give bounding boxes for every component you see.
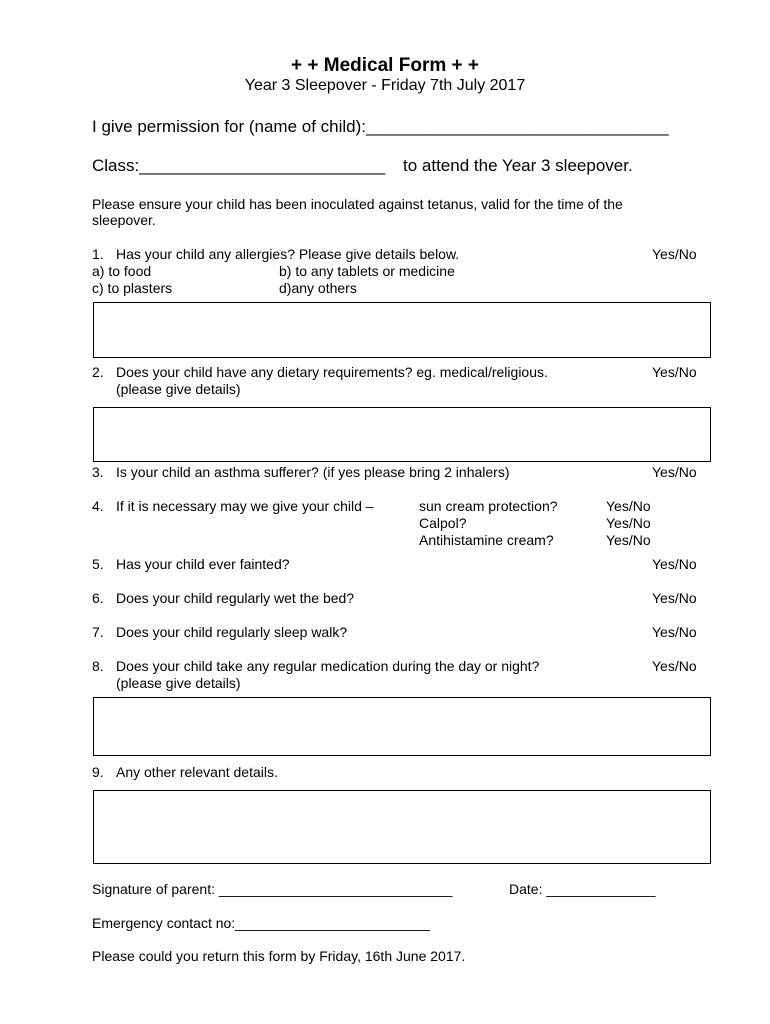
q2-details-box[interactable]	[93, 407, 711, 462]
tetanus-note-line1: Please ensure your child has been inoculated against tetanus, valid for the time of the	[92, 196, 623, 212]
q5-yes-no[interactable]: Yes/No	[652, 556, 697, 572]
q5-text: Has your child ever fainted?	[116, 556, 290, 572]
q1-option-b: b) to any tablets or medicine	[279, 263, 455, 279]
q8-number: 8.	[92, 658, 104, 674]
q1-option-a: a) to food	[92, 263, 152, 279]
q9-number: 9.	[92, 764, 104, 780]
emergency-contact-field[interactable]: Emergency contact no:_________________________	[92, 915, 430, 931]
q4-option-antihistamine: Antihistamine cream?	[419, 532, 554, 548]
q1-option-c: c) to plasters	[92, 280, 173, 296]
q9-details-box[interactable]	[93, 790, 711, 864]
q4-calpol-yes-no[interactable]: Yes/No	[606, 515, 651, 531]
q1-option-d: d)any others	[279, 280, 357, 296]
q9-text: Any other relevant details.	[116, 764, 278, 780]
q4-sun-cream-yes-no[interactable]: Yes/No	[606, 498, 651, 514]
q8-text: Does your child take any regular medication during the day or night?	[116, 658, 540, 674]
q8-details-box[interactable]	[93, 697, 711, 756]
q3-yes-no[interactable]: Yes/No	[652, 464, 697, 480]
q7-number: 7.	[92, 624, 104, 640]
q8-yes-no[interactable]: Yes/No	[652, 658, 697, 674]
q8-note: (please give details)	[116, 675, 241, 691]
q4-antihistamine-yes-no[interactable]: Yes/No	[606, 532, 651, 548]
form-title: + + Medical Form + +	[291, 55, 479, 76]
q7-text: Does your child regularly sleep walk?	[116, 624, 348, 640]
q1-yes-no[interactable]: Yes/No	[652, 246, 697, 262]
q3-text: Is your child an asthma sufferer? (if yes please bring 2 inhalers)	[116, 464, 510, 480]
q7-yes-no[interactable]: Yes/No	[652, 624, 697, 640]
child-name-field[interactable]: I give permission for (name of child):________________________________	[92, 117, 669, 136]
tetanus-note-line2: sleepover.	[92, 212, 156, 228]
q2-note: (please give details)	[116, 381, 241, 397]
q3-number: 3.	[92, 464, 104, 480]
return-note: Please could you return this form by Friday, 16th June 2017.	[92, 948, 466, 964]
date-field[interactable]: Date: ______________	[509, 881, 656, 897]
q5-number: 5.	[92, 556, 104, 572]
q4-option-sun-cream: sun cream protection?	[419, 498, 558, 514]
q1-details-box[interactable]	[93, 302, 711, 358]
signature-field[interactable]: Signature of parent: ______________________________	[92, 881, 453, 897]
q4-text: If it is necessary may we give your child –	[116, 498, 374, 514]
q4-number: 4.	[92, 498, 104, 514]
q6-number: 6.	[92, 590, 104, 606]
q1-number: 1.	[92, 246, 104, 262]
form-subtitle: Year 3 Sleepover - Friday 7th July 2017	[244, 77, 526, 94]
q2-text: Does your child have any dietary requirements? eg. medical/religious.	[116, 364, 548, 380]
sleepover-text: to attend the Year 3 sleepover.	[403, 156, 633, 175]
q1-text: Has your child any allergies? Please give details below.	[116, 246, 460, 262]
q2-yes-no[interactable]: Yes/No	[652, 364, 697, 380]
q2-number: 2.	[92, 364, 104, 380]
q6-text: Does your child regularly wet the bed?	[116, 590, 355, 606]
q4-option-calpol: Calpol?	[419, 515, 467, 531]
class-field[interactable]: Class:__________________________	[92, 156, 386, 175]
q6-yes-no[interactable]: Yes/No	[652, 590, 697, 606]
